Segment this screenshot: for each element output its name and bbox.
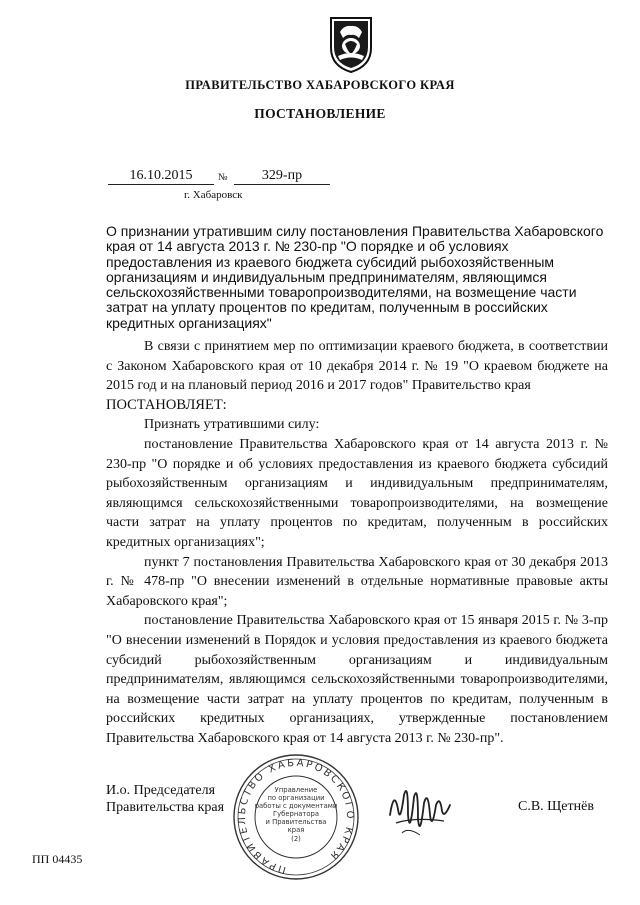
handwritten-signature-icon [384, 775, 456, 847]
preamble-paragraph: В связи с принятием мер по оптимизации краевого бюджета, в соответствии с Законом Хабаровского края от 10 декабря 2014 г. № 19 "О краевом бюджете на 2015 год и на плановый период 2016 и 2017 годов" Правительство края [106, 339, 608, 394]
position-line-1: И.о. Председателя [106, 783, 216, 798]
intro-paragraph: Признать утратившими силу: [144, 417, 320, 433]
number-sign: № [218, 172, 228, 183]
stamp-line: (2) [291, 835, 301, 843]
decree-word: ПОСТАНОВЛЯЕТ: [106, 396, 227, 413]
government-title: ПРАВИТЕЛЬСТВО ХАБАРОВСКОГО КРАЯ [185, 78, 455, 92]
document-date: 16.10.2015 [108, 168, 214, 185]
document-code: ПП 04435 [32, 852, 83, 866]
coat-of-arms-icon [328, 12, 374, 74]
stamp-ring-text: ПРАВИТЕЛЬСТВО ХАБАРОВСКОГО КРАЯ [236, 757, 356, 876]
stamp-line: Управление [274, 786, 318, 794]
stamp-line: Губернатора [272, 810, 320, 818]
repealed-item-3: постановление Правительства Хабаровского края от 15 января 2015 г. № 3-пр "О внесении изменений в Порядок и условия предоставления из краевого бюджета субсидий рыбохозяйственным организациям и индивидуальным предпринимателям, являющимся сельскохозяйственными товаропроизводителями, на возмещение части затрат на уплату процентов по кредитам, полученным в российских кредитных организациях, утвержденные постановлением Правительства Хабаровского края от 14 августа 2013 г. № 230-пр". [106, 613, 608, 746]
repealed-item-1: постановление Правительства Хабаровского края от 14 августа 2013 г. № 230-пр "О порядке и об условиях предоставления из краевого бюджета субсидий рыбохозяйственным организациям и индивидуальным предпринимателям, являющимся сельскохозяйственными товаропроизводителями, на возмещение части затрат на уплату процентов по кредитам, полученным в российских кредитных организациях"; [106, 436, 608, 550]
stamp-line: работы с документами [254, 802, 338, 810]
official-stamp-icon [226, 752, 366, 882]
signatory-name: С.В. Щетнёв [518, 799, 594, 814]
stamp-line: края [287, 826, 305, 834]
signatory-position [106, 783, 224, 816]
document-number: 329-пр [234, 168, 330, 185]
stamp-line: по организации [267, 794, 325, 802]
stamp-line: и Правительства [265, 818, 327, 826]
repealed-item-2: пункт 7 постановления Правительства Хабаровского края от 30 декабря 2013 г. № 478-пр "О внесении изменений в отдельные нормативные правовые акты Хабаровского края"; [106, 554, 608, 609]
document-city: г. Хабаровск [184, 189, 243, 201]
document-body [106, 337, 608, 748]
document-type-title: ПОСТАНОВЛЕНИЕ [254, 106, 386, 121]
document-subject: О признании утратившим силу постановления Правительства Хабаровского края от 14 августа 2013 г. № 230-пр "О порядке и об условиях предоставления из краевого бюджета субсидий рыбохозяйственным организациям и индивидуальным предпринимателям, являющимся сельскохозяйственными товаропроизводителями, на возмещение части затрат на уплату процентов по кредитам, полученным в российских кредитных организациях" [106, 223, 604, 331]
position-line-2: Правительства края [106, 799, 225, 815]
